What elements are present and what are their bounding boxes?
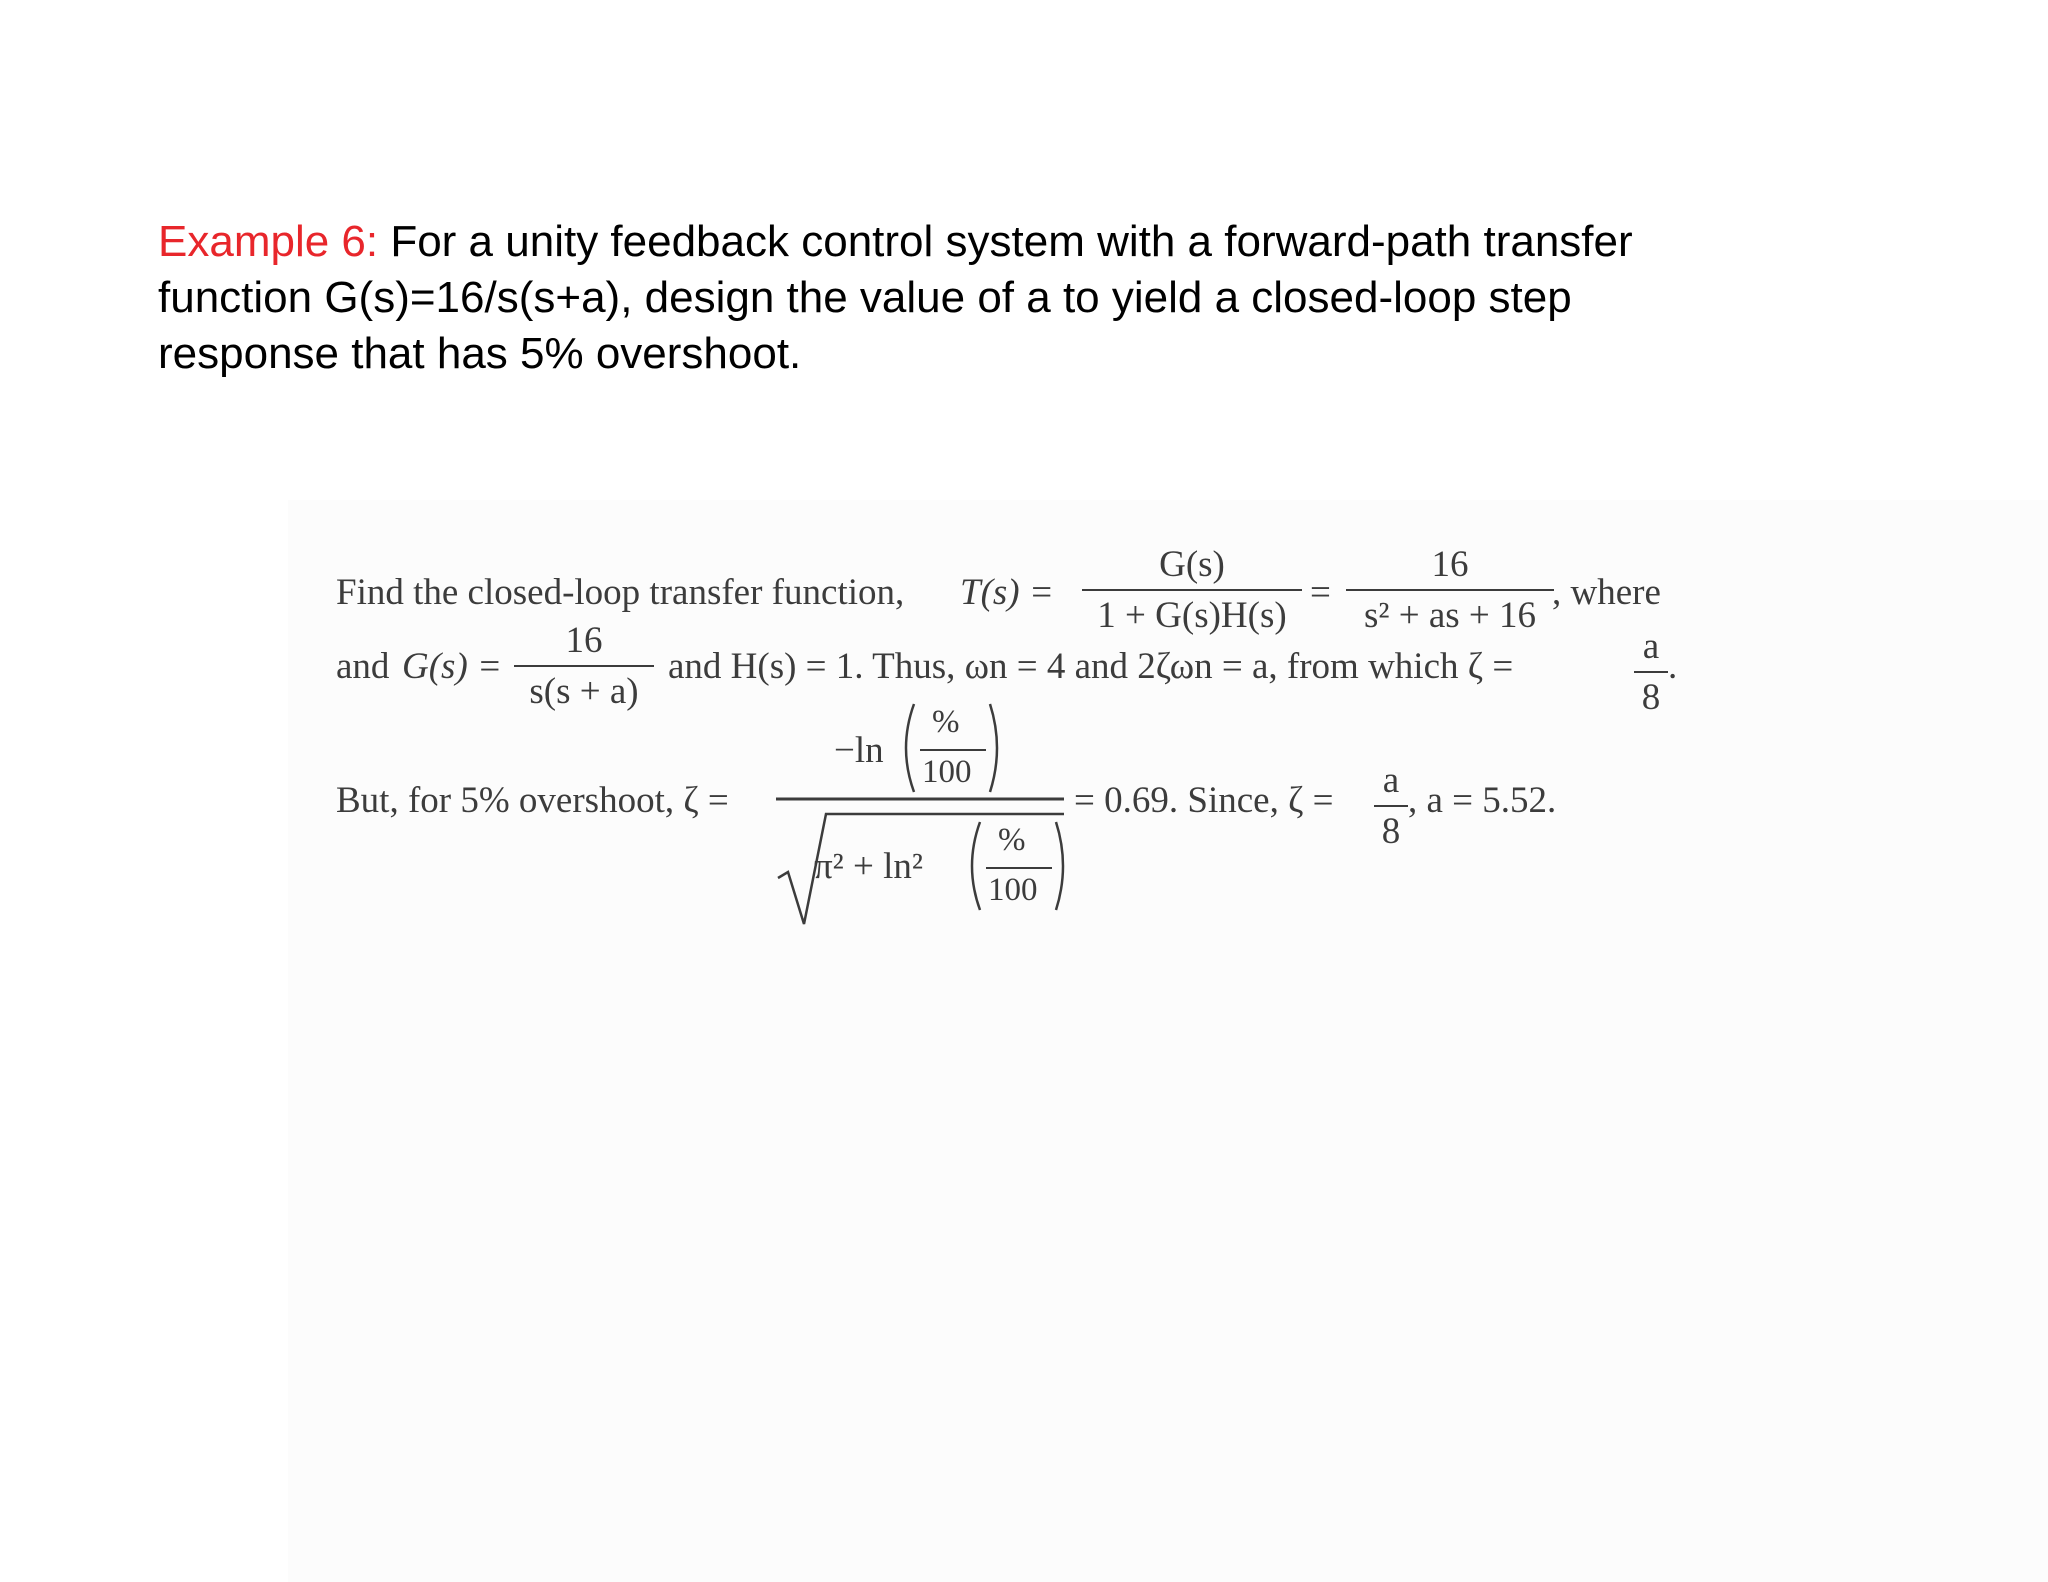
- t-of-s: T(s) =: [960, 572, 1054, 613]
- main-fraction-bar: [776, 796, 1066, 802]
- g-of-s: G(s) =: [402, 646, 502, 687]
- problem-line-1: [158, 214, 1958, 270]
- period: .: [1668, 646, 1678, 687]
- equals-sign: =: [1310, 572, 1331, 613]
- transfer-function-label: [960, 574, 1054, 611]
- negative-ln: −ln: [834, 730, 884, 771]
- example-label: Example 6:: [158, 217, 379, 266]
- problem-line-3: response that has 5% overshoot.: [158, 329, 802, 378]
- pi-squared-plus-ln-squared: π² + ln²: [814, 846, 924, 887]
- fraction-bar: [1374, 805, 1408, 807]
- fraction-a-over-8: [1634, 628, 1668, 716]
- fraction-denominator: 8: [1641, 677, 1661, 718]
- solution-line-2-text: and H(s) = 1. Thus, ωn = 4 and 2ζωn = a, from which ζ =: [668, 646, 1514, 687]
- result-text: = 0.69. Since, ζ =: [1074, 780, 1334, 821]
- problem-line-2: function G(s)=16/s(s+a), design the value of a to yield a closed-loop step: [158, 273, 1572, 322]
- fraction-bar: [1346, 589, 1554, 591]
- fraction-numerator: G(s): [1159, 544, 1225, 585]
- final-answer: , a = 5.52.: [1408, 780, 1557, 821]
- fraction-16-over-s-s-plus-a: [514, 622, 654, 710]
- hundred-denominator: 100: [922, 754, 972, 790]
- fraction-denominator: s(s + a): [529, 671, 639, 712]
- problem-statement: [158, 214, 1958, 382]
- fraction-denominator: 1 + G(s)H(s): [1097, 595, 1287, 636]
- fraction-bar: [1634, 671, 1668, 673]
- fraction-gs-over-1-plus-gh: [1082, 546, 1302, 634]
- and-text: and: [336, 646, 390, 687]
- fraction-a-over-8-2: [1374, 762, 1408, 850]
- fraction-denominator: 8: [1381, 811, 1401, 852]
- fraction-bar: [514, 665, 654, 667]
- fraction-numerator: a: [1642, 626, 1660, 667]
- percent-symbol: %: [932, 704, 960, 740]
- percent-symbol-2: %: [998, 822, 1026, 858]
- hundred-denominator-2: 100: [988, 872, 1038, 908]
- problem-text-1: For a unity feedback control system with a forward-path transfer: [378, 217, 1633, 266]
- fraction-denominator: s² + as + 16: [1363, 595, 1537, 636]
- fraction-numerator: a: [1382, 760, 1400, 801]
- g-of-s-label: [402, 648, 502, 685]
- overshoot-text: But, for 5% overshoot, ζ =: [336, 780, 729, 821]
- fraction-numerator: 16: [1431, 544, 1469, 585]
- fraction-bar: [1082, 589, 1302, 591]
- where-text: , where: [1552, 572, 1661, 613]
- solution-line-1-text: Find the closed-loop transfer function,: [336, 572, 905, 613]
- fraction-numerator: 16: [565, 620, 603, 661]
- fraction-16-over-quadratic: [1346, 546, 1554, 634]
